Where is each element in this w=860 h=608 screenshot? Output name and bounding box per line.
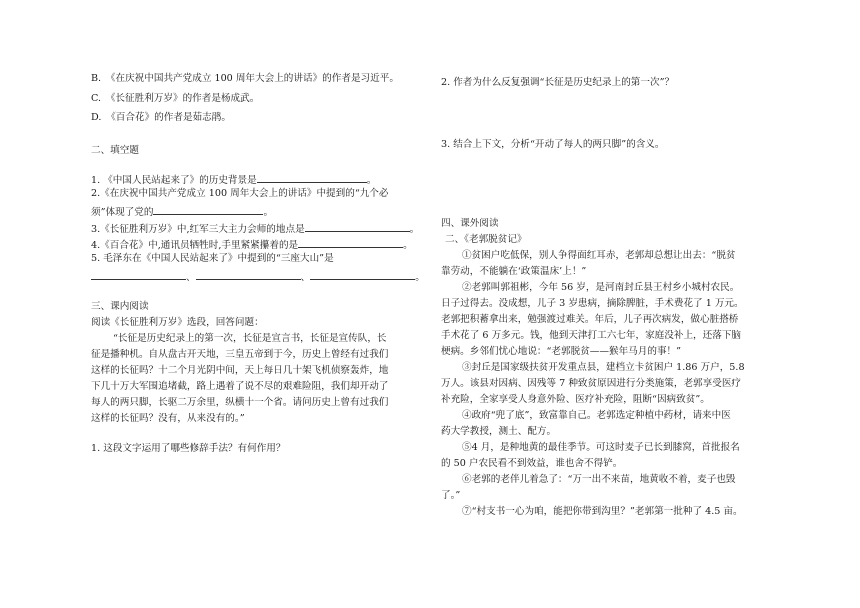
- fill-question-4: 4.《百合花》中,通讯员牺牲时,手里紧紧攥着的是 。: [91, 237, 413, 252]
- article-line: 手术花了 6 万多元。钱，他到天津打工六七年，家庭没补上，还落下脑: [441, 330, 742, 341]
- article-line: ⑤4 月，是种地黄的最佳季节。可这时麦子已长到膝窝，首批报名: [462, 442, 740, 453]
- passage-line: 每人的两只脚，长驱二万余里，纵横十一个省。请问历史上曾有过我们: [91, 397, 389, 408]
- fill-question-2-line-1: 2.《在庆祝中国共产党成立 100 周年大会上的讲话》中提到的“九个必: [91, 188, 389, 199]
- article-title: 二、《老郭脱贫记》: [445, 234, 527, 245]
- article-line: ①贫困户吃低保，别人争得面红耳赤，老郭却总想让出去：“脱贫: [462, 250, 736, 261]
- passage-line: 这样的长征吗？没有，从来没有的。”: [91, 413, 245, 424]
- fill-question-5-line-1: 5. 毛泽东在《中国人民站起来了》中提到的“三座大山”是: [91, 253, 334, 264]
- reading-question-2: 2. 作者为什么反复强调“长征是历史纪录上的第一次”？: [441, 77, 675, 88]
- fill-question-3: 3.《长征胜利万岁》中,红军三大主力会师的地点是 。: [91, 221, 419, 236]
- answer-blank[interactable]: [310, 269, 415, 280]
- answer-blank[interactable]: [298, 237, 403, 248]
- passage-line: 征是播种机。自从盘古开天地，三皇五帝到于今，历史上曾经有过我们: [91, 349, 389, 360]
- article-line: 补充险，全家享受人身意外险、医疗补充险，阻断“因病致贫”。: [441, 394, 710, 405]
- article-line: 日子过得去。没成想，儿子 3 岁患病，摘除脾脏，手术费花了 1 万元。: [441, 298, 744, 309]
- reading-question-1: 1. 这段文字运用了哪些修辞手法？有何作用？: [91, 443, 286, 454]
- fill-question-2-line-2: 须”体现了党的 。: [91, 204, 273, 219]
- article-line: 梗病。乡邻们忧心地说：“老郭脱贫——猴年马月的事！”: [441, 346, 682, 357]
- passage-line: 下几十万大军围追堵截，路上遇着了说不尽的艰难险阻，我们却开动了: [91, 381, 389, 392]
- answer-blank[interactable]: [305, 221, 410, 232]
- article-line: ④政府“兜了底”，致富靠自己。老郭选定种植中药材，请来中医: [462, 410, 731, 421]
- article-line: 的 50 户农民看不到效益，谁也舍不得铲。: [441, 458, 623, 469]
- article-line: ⑦“村支书一心为咱，能把你带到沟里？”老郭第一批种了 4.5 亩。: [462, 506, 743, 517]
- article-line: ②老郭叫郭祖彬，今年 56 岁，是河南封丘县王村乡小城村农民。: [462, 282, 740, 293]
- fill-question-1: 1. 《中国人民站起来了》的历史背景是 。: [91, 172, 376, 187]
- answer-blank[interactable]: [153, 204, 263, 215]
- article-line: 靠劳动，不能躺在‘政策温床’上！”: [441, 266, 587, 277]
- section-in-class-reading-title: 三、课内阅读: [91, 301, 149, 312]
- option-b: B. 《在庆祝中国共产党成立 100 周年大会上的讲话》的作者是习近平。: [91, 73, 399, 84]
- option-c: C. 《长征胜利万岁》的作者是杨成武。: [91, 93, 260, 104]
- section-fill-blank-title: 二、填空题: [91, 145, 139, 156]
- article-line: 老郭把积蓄拿出来，勉强渡过难关。年后，儿子再次病发，做心脏搭桥: [441, 314, 739, 325]
- answer-blank[interactable]: [91, 269, 186, 280]
- article-line: 药大学教授，测土、配方。: [441, 426, 557, 437]
- section-extracurricular-title: 四、课外阅读: [441, 218, 499, 229]
- passage-line: 这样的长征吗？十二个月光阴中间，天上每日几十架飞机侦察轰炸，地: [91, 365, 389, 376]
- answer-blank[interactable]: [257, 172, 367, 183]
- fill-question-5-line-2: 、 、 。: [91, 269, 425, 284]
- passage-line: “长征是历史纪录上的第一次，长征是宣言书，长征是宣传队，长: [113, 333, 387, 344]
- article-line: 万人。该县对因病、因残等 7 种致贫原因进行分类施策，老郭享受医疗: [441, 378, 742, 389]
- article-line: ③封丘是国家级扶贫开发重点县，建档立卡贫困户 1.86 万户，5.8: [462, 362, 745, 373]
- article-line: 了。”: [441, 490, 461, 501]
- article-line: ⑥老郭的老伴儿着急了：“万一出不来苗，地黄收不着，麦子也毁: [462, 474, 736, 485]
- reading-question-3: 3. 结合上下文，分析“开动了每人的两只脚”的含义。: [441, 139, 665, 150]
- reading-intro: 阅读《长征胜利万岁》选段，回答问题：: [91, 317, 264, 328]
- answer-blank[interactable]: [196, 269, 301, 280]
- option-d: D. 《百合花》的作者是茹志鹃。: [91, 112, 231, 123]
